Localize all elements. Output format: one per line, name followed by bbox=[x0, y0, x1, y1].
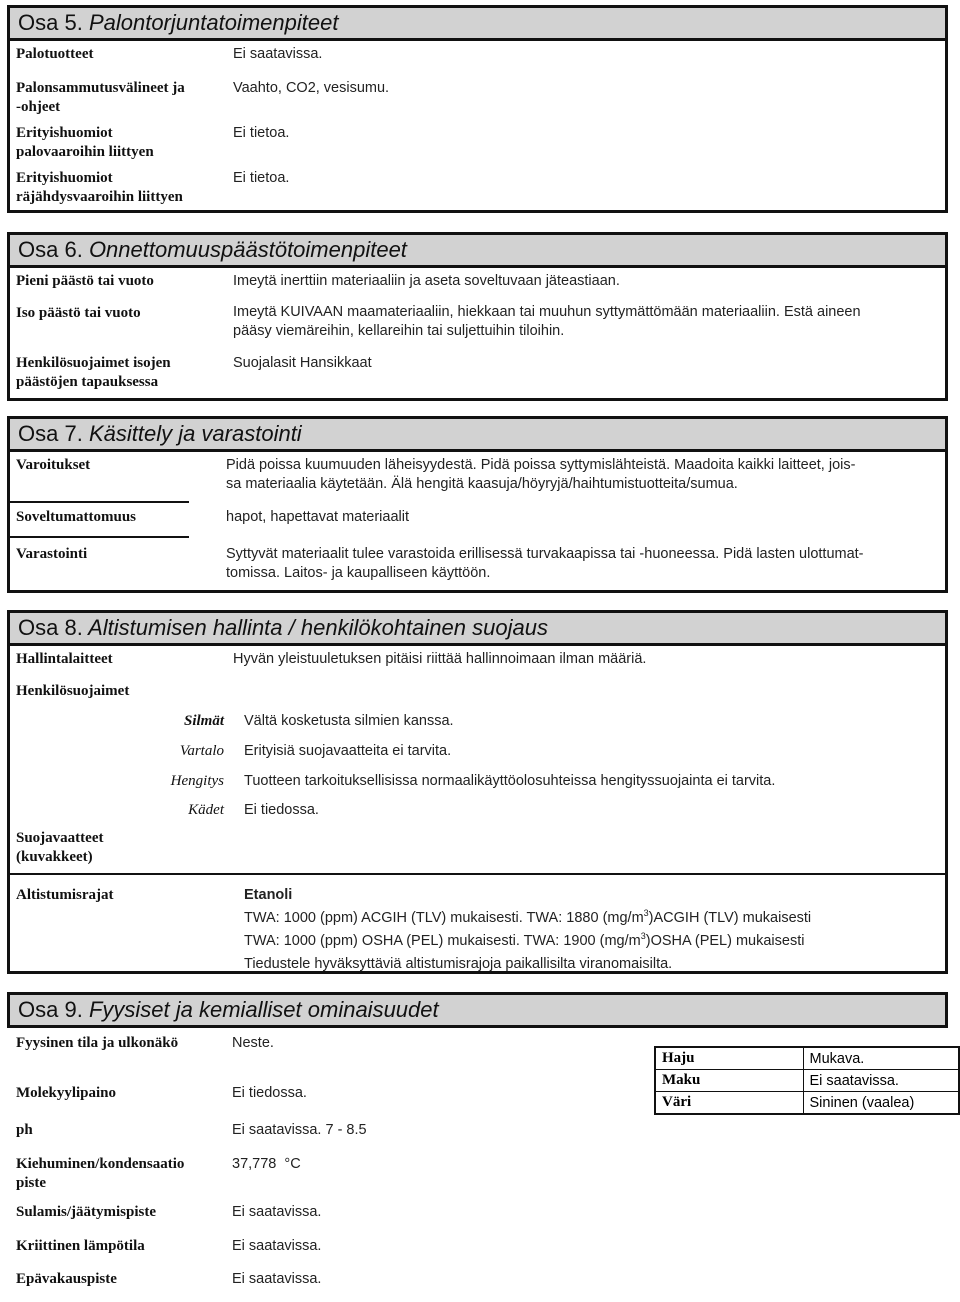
s9-properties-table bbox=[654, 1046, 960, 1115]
s9-value-ph: Ei saatavissa. 7 - 8.5 bbox=[232, 1122, 367, 1138]
section-5-title: Palontorjuntatoimenpiteet bbox=[88, 10, 339, 35]
s8-label-hallintalaitteet: Hallintalaitteet bbox=[16, 651, 113, 667]
s9-value-molekyylipaino: Ei tiedossa. bbox=[232, 1085, 307, 1101]
s9-value-kriittinen-lampotila: Ei saatavissa. bbox=[232, 1238, 322, 1254]
s8-alt-line-2: TWA: 1000 (ppm) OSHA (PEL) mukaisesti. TWA: 1900 $(mg/m^3)OSHA$ (PEL) mukaisesti bbox=[244, 931, 805, 949]
s9-label-sulamispiste: Sulamis/jäätymispiste bbox=[16, 1204, 157, 1220]
s5-label-palotuotteet: Palotuotteet bbox=[16, 46, 94, 62]
section-7-number: Osa 7. bbox=[18, 421, 83, 446]
s8-ppe-value-vartalo: Erityisiä suojavaatteita ei tarvita. bbox=[244, 743, 452, 759]
section-9-header bbox=[7, 992, 948, 1028]
section-7-title: Käsittely ja varastointi bbox=[88, 421, 302, 446]
table-row bbox=[655, 1047, 959, 1070]
s7-divider-2 bbox=[9, 536, 189, 538]
s9-label-fyysinen-tila: Fyysinen tila ja ulkonäkö bbox=[16, 1035, 179, 1051]
s9-label-molekyylipaino: Molekyylipaino bbox=[16, 1085, 117, 1101]
s9-value-sulamispiste: Ei saatavissa. bbox=[232, 1204, 322, 1220]
s7-divider-1 bbox=[9, 501, 189, 503]
s9-table-key-vari: Väri bbox=[655, 1092, 803, 1115]
section-6-title: Onnettomuuspäästötoimenpiteet bbox=[88, 237, 407, 262]
s8-alt-line-1: TWA: 1000 (ppm) ACGIH (TLV) mukaisesti. TWA: 1880 $(mg/m^3)ACGIH$ (TLV) mukaisesti bbox=[244, 908, 812, 926]
s9-table-value-vari: Sininen (vaalea) bbox=[803, 1092, 959, 1115]
s9-table-key-maku: Maku bbox=[655, 1070, 803, 1092]
s6-label-pieni: Pieni päästö tai vuoto bbox=[16, 273, 154, 289]
s8-ppe-value-kadet: Ei tiedossa. bbox=[244, 802, 319, 818]
s5-label-rajahdysvaarat: Erityishuomiot räjähdysvaaroihin liittyen bbox=[16, 170, 183, 205]
table-row bbox=[655, 1092, 959, 1115]
s9-value-epavakauspiste: Ei saatavissa. bbox=[232, 1271, 322, 1287]
s7-label-varoitukset: Varoitukset bbox=[16, 457, 91, 473]
s9-label-epavakauspiste: Epävakauspiste bbox=[16, 1271, 117, 1287]
s9-label-kiehumispiste: Kiehuminen/kondensaatio piste bbox=[16, 1156, 185, 1191]
s5-value-rajahdysvaarat: Ei tietoa. bbox=[233, 170, 290, 186]
s7-label-varastointi: Varastointi bbox=[16, 546, 88, 562]
s8-label-altistumisrajat: Altistumisrajat bbox=[16, 887, 114, 903]
s7-value-soveltumattomuus: hapot, hapettavat materiaalit bbox=[226, 509, 409, 525]
s8-value-hallintalaitteet: Hyvän yleistuuletuksen pitäisi riittää hallinnoimaan ilman määriä. bbox=[233, 651, 647, 667]
section-6-header bbox=[7, 232, 948, 268]
s5-label-palovaarat: Erityishuomiot palovaaroihin liittyen bbox=[16, 125, 154, 160]
section-6-number: Osa 6. bbox=[18, 237, 83, 262]
s9-table-value-haju: Mukava. bbox=[803, 1047, 959, 1070]
s7-value-varastointi: Syttyvät materiaalit tulee varastoida erillisessä turvakaapissa tai -huoneessa. Pidä lasten ulottumat- tomissa. Laitos- ja kaupalliseen käyttöön. bbox=[226, 546, 864, 581]
s6-value-pieni: Imeytä inerttiin materiaaliin ja aseta soveltuvaan jäteastiaan. bbox=[233, 273, 620, 289]
section-9-title: Fyysiset ja kemialliset ominaisuudet bbox=[88, 997, 439, 1022]
section-8-header bbox=[7, 610, 948, 646]
section-8-title: Altistumisen hallinta / henkilökohtainen suojaus bbox=[88, 615, 548, 640]
s7-value-varoitukset: Pidä poissa kuumuuden läheisyydestä. Pidä poissa syttymislähteistä. Maadoita kaikki laitteet, jois- sa materiaalia käytetään. Älä hengitä kaasuja/höyryjä/haihtumistuotteita/sumua. bbox=[226, 457, 856, 492]
s7-label-soveltumattomuus: Soveltumattomuus bbox=[16, 509, 137, 525]
s8-label-henkilosuojaimet: Henkilösuojaimet bbox=[16, 683, 130, 699]
s9-label-kriittinen-lampotila: Kriittinen lämpötila bbox=[16, 1238, 145, 1254]
section-5-number: Osa 5. bbox=[18, 10, 83, 35]
s9-label-ph: ph bbox=[16, 1122, 33, 1138]
s6-value-henkilosuojaimet: Suojalasit Hansikkaat bbox=[233, 355, 372, 371]
s8-ppe-label-silmat: Silmät bbox=[183, 713, 224, 729]
section-8-number: Osa 8. bbox=[18, 615, 83, 640]
s5-value-sammutusvalineet: Vaahto, CO2, vesisumu. bbox=[233, 80, 390, 96]
table-row bbox=[655, 1070, 959, 1092]
section-7-header bbox=[7, 416, 948, 452]
s8-divider bbox=[9, 873, 946, 875]
s8-label-suojavaatteet: Suojavaatteet (kuvakkeet) bbox=[16, 830, 104, 865]
s6-label-iso: Iso päästö tai vuoto bbox=[16, 305, 141, 321]
s8-alt-line-3: Tiedustele hyväksyttäviä altistumisrajoja paikallisilta viranomaisilta. bbox=[244, 956, 673, 972]
s8-ppe-value-hengitys: Tuotteen tarkoituksellisissa normaalikäyttöolosuhteissa hengityssuojainta ei tarvita. bbox=[244, 773, 776, 789]
section-9-number: Osa 9. bbox=[18, 997, 83, 1022]
s8-ppe-label-kadet: Kädet bbox=[188, 802, 224, 818]
s6-value-iso: Imeytä KUIVAAN maamateriaaliin, hiekkaan tai muuhun syttymättömään materiaaliin. Estä aineen pääsy viemäreihin, kellareihin tai suljettuihin tiloihin. bbox=[233, 304, 861, 339]
s8-alt-substance: Etanoli bbox=[244, 887, 293, 903]
s5-value-palotuotteet: Ei saatavissa. bbox=[233, 46, 323, 62]
s9-table-key-haju: Haju bbox=[655, 1047, 803, 1070]
s8-ppe-label-vartalo: Vartalo bbox=[179, 743, 224, 759]
s6-label-henkilosuojaimet: Henkilösuojaimet isojen päästöjen tapauksessa bbox=[16, 355, 171, 390]
s9-table-value-maku: Ei saatavissa. bbox=[803, 1070, 959, 1092]
s8-ppe-value-silmat: Vältä kosketusta silmien kanssa. bbox=[244, 713, 454, 729]
s9-value-kiehumispiste: 37,778 °C bbox=[232, 1156, 301, 1172]
section-5-header bbox=[7, 5, 948, 41]
s5-label-sammutusvalineet: Palonsammutusvälineet ja -ohjeet bbox=[16, 80, 185, 115]
s9-value-fyysinen-tila: Neste. bbox=[232, 1035, 274, 1051]
s8-ppe-label-hengitys: Hengitys bbox=[170, 773, 224, 789]
s5-value-palovaarat: Ei tietoa. bbox=[233, 125, 290, 141]
